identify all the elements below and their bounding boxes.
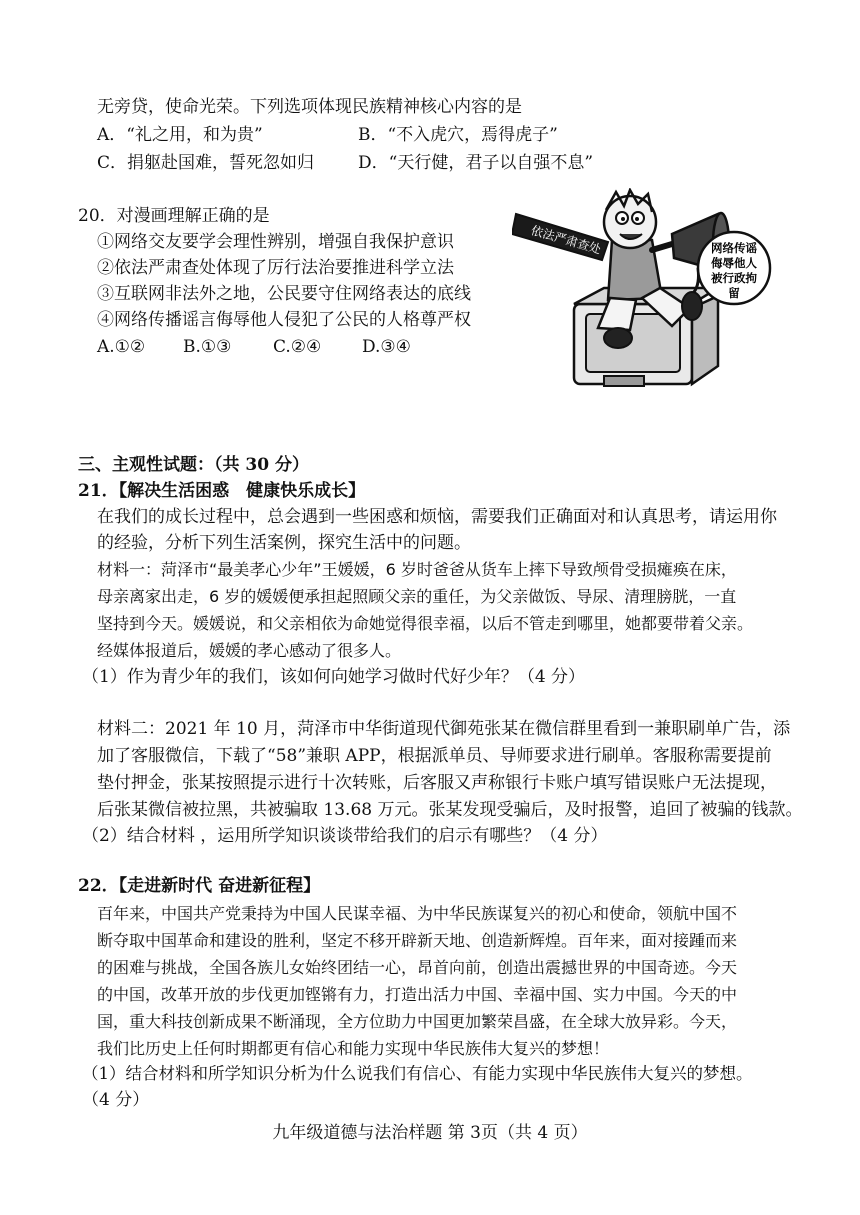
bubble-line-1: 网络传谣 (711, 241, 757, 255)
q19-stem: 无旁贷，使命光荣。下列选项体现民族精神核心内容的是 (97, 97, 522, 117)
q21-intro-1: 在我们的成长过程中，总会遇到一些困惑和烦恼，需要我们正确面对和认真思考，请运用你 (97, 507, 777, 527)
q19-option-b: B．“不入虎穴，焉得虎子” (358, 125, 558, 145)
q21-material2-line-1: 材料二：2021 年 10 月，菏泽市中华街道现代御苑张某在微信群里看到一兼职刷单广告，添 (97, 719, 791, 739)
q21-material2-line-2: 加了客服微信，下载了“58”兼职 APP，根据派单员、导师要求进行刷单。客服称需要提前 (97, 746, 772, 766)
q20-statement-2: ②依法严肃查处体现了厉行法治要推进科学立法 (97, 258, 454, 278)
bubble-line-3: 被行政拘 (711, 271, 757, 285)
q21-material2-line-4: 后张某微信被拉黑，共被骗取 13.68 万元。张某发现受骗后，及时报警，追回了被骗的钱款。 (97, 800, 803, 820)
q21-sub-question-2: （2）结合材料 ，运用所学知识谈谈带给我们的启示有哪些？（4 分） (82, 826, 608, 846)
q22-title: 22．【走进新时代 奋进新征程】 (78, 876, 321, 896)
section-3-heading: 三、主观性试题：（共 30 分） (78, 455, 309, 475)
q22-sub-question-1-points: （4 分） (82, 1090, 150, 1110)
baton-text: 依法严肃查处 (529, 223, 603, 257)
q22-material-line-4: 的中国，改革开放的步伐更加铿锵有力，打造出活力中国、幸福中国、实力中国。今天的中 (97, 985, 738, 1004)
q22-material-line-2: 断夺取中国革命和建设的胜利，坚定不移开辟新天地、创造新辉煌。百年来，面对接踵而来 (97, 931, 738, 950)
q20-statement-3: ③互联网非法外之地，公民要守住网络表达的底线 (97, 284, 471, 304)
q19-option-c: C．捐躯赴国难，誓死忽如归 (97, 153, 315, 173)
q20-option-a: A.①② (97, 337, 146, 357)
q19-option-a: A．“礼之用，和为贵” (97, 125, 263, 145)
q22-material-line-3: 的困难与挑战，全国各族儿女始终团结一心，昂首向前，创造出震撼世界的中国奇迹。今天 (97, 958, 738, 977)
q20-option-b: B.①③ (183, 337, 232, 357)
speech-bubble (698, 232, 770, 304)
page-footer: 九年级道德与法治样题 第 3页（共 4 页） (272, 1123, 588, 1143)
baton-drawing (512, 214, 608, 260)
bubble-line-4: 留 (728, 286, 740, 300)
q22-material-line-1: 百年来，中国共产党秉持为中国人民谋幸福、为中华民族谋复兴的初心和使命，领航中国不 (97, 904, 738, 923)
q21-intro-2: 的经验，分析下列生活案例，探究生活中的问题。 (97, 533, 471, 553)
q22-material-line-5: 国，重大科技创新成果不断涌现，全方位助力中国更加繁荣昌盛，在全球大放异彩。今天， (97, 1012, 738, 1031)
q20-statement-1: ①网络交友要学会理性辨别，增强自我保护意识 (97, 232, 454, 252)
q22-sub-question-1: （1）结合材料和所学知识分析为什么说我们有信心、有能力实现中华民族伟大复兴的梦想。 (82, 1064, 753, 1083)
q21-material1-line-3: 坚持到今天。媛媛说，和父亲相依为命她觉得很幸福，以后不管走到哪里，她都要带着父亲。 (97, 614, 754, 633)
q20-option-c: C.②④ (273, 337, 322, 357)
q19-option-d: D．“天行健，君子以自强不息” (358, 153, 594, 173)
q21-material2-line-3: 垫付押金，张某按照提示进行十次转账，后客服又声称银行卡账户填写错误账户无法提现， (97, 773, 777, 793)
q21-title: 21．【解决生活困惑 健康快乐成长】 (78, 481, 366, 501)
cartoon-illustration (512, 188, 774, 390)
q21-material1-line-1: 材料一：菏泽市“最美孝心少年”王媛媛，6 岁时爸爸从货车上摔下导致颅骨受损瘫痪在床， (97, 560, 737, 579)
q20-option-d: D.③④ (362, 337, 411, 357)
q20-stem: 20．对漫画理解正确的是 (78, 206, 270, 226)
q21-material1-line-4: 经媒体报道后，媛媛的孝心感动了很多人。 (97, 641, 402, 660)
bubble-line-2: 侮辱他人 (711, 256, 757, 270)
q21-material1-line-2: 母亲离家出走，6 岁的媛媛便承担起照顾父亲的重任，为父亲做饭、导尿、清理膀胱，一直 (97, 587, 737, 606)
q22-material-line-6: 我们比历史上任何时期都更有信心和能力实现中华民族伟大复兴的梦想！ (97, 1039, 610, 1058)
q21-sub-question-1: （1）作为青少年的我们，该如何向她学习做时代好少年？（4 分） (82, 667, 586, 687)
q20-statement-4: ④网络传播谣言侮辱他人侵犯了公民的人格尊严权 (97, 310, 471, 330)
